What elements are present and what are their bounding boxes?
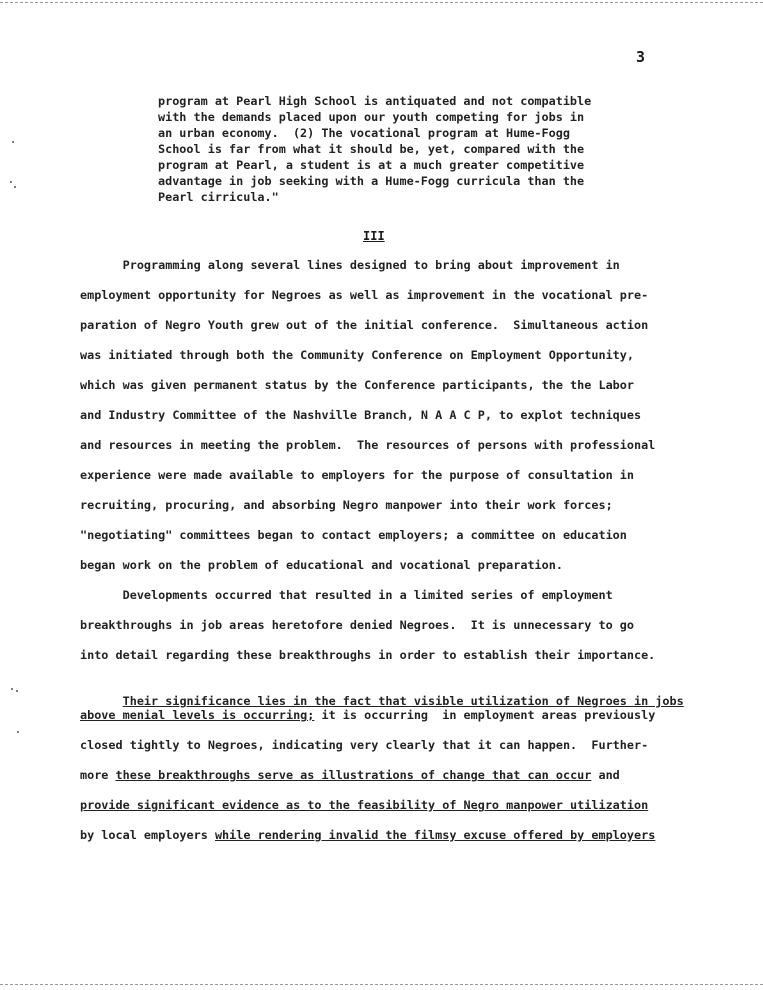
paragraph-line: into detail regarding these breakthroughs in order to establish their importance. [80, 648, 656, 662]
scan-speck [16, 690, 18, 692]
paragraph-line: "negotiating" committees began to contact employers; a committee on education [80, 528, 627, 542]
bottom-scan-border [0, 984, 763, 985]
scan-speck [10, 181, 12, 183]
quote-line: advantage in job seeking with a Hume-Fogg curricula than the [158, 174, 585, 188]
paragraph-line [80, 677, 720, 707]
paragraph-line: employment opportunity for Negroes as well as improvement in the vocational pre- [80, 288, 649, 302]
paragraph-line: recruiting, procuring, and absorbing Negro manpower into their work forces; [80, 498, 613, 512]
quote-line: program at Pearl, a student is at a much greater competitive [158, 158, 585, 172]
plain-text: it is occurring in employment areas previously [314, 708, 656, 722]
body-text [80, 257, 720, 857]
scan-speck [11, 688, 13, 690]
section-heading: III [363, 229, 385, 243]
paragraph-line: closed tightly to Negroes, indicating very clearly that it can happen. Further- [80, 738, 649, 752]
paragraph-line: experience were made available to employers for the purpose of consultation in [80, 468, 634, 482]
underlined-text: Their significance lies in the fact that visible utilization of Negroes in jobs [122, 694, 684, 708]
paragraph-line: and resources in meeting the problem. The resources of persons with professional [80, 438, 656, 452]
underlined-text: provide significant evidence as to the feasibility of Negro manpower utilization [80, 798, 649, 812]
scan-speck [17, 731, 19, 733]
block-quote [158, 93, 628, 205]
paragraph-line: breakthroughs in job areas heretofore denied Negroes. It is unnecessary to go [80, 618, 634, 632]
top-scan-border [0, 2, 763, 3]
plain-text: more [80, 768, 116, 782]
plain-text: and [591, 768, 620, 782]
scan-speck [12, 141, 14, 143]
paragraph-line [80, 797, 720, 827]
paragraph-line: Programming along several lines designed to bring about improvement in [80, 258, 620, 272]
paragraph-line [80, 707, 720, 737]
quote-line: Pearl cirricula." [158, 190, 279, 204]
paragraph-line: was initiated through both the Community Conference on Employment Opportunity, [80, 348, 634, 362]
paragraph-line [80, 827, 720, 857]
scan-speck [14, 186, 16, 188]
paragraph-line: and Industry Committee of the Nashville Branch, N A A C P, to explot techniques [80, 408, 642, 422]
underlined-text: these breakthroughs serve as illustrations of change that can occur [115, 768, 592, 782]
paragraph-line: paration of Negro Youth grew out of the initial conference. Simultaneous action [80, 318, 649, 332]
page-number: 3 [636, 48, 646, 66]
quote-line: an urban economy. (2) The vocational program at Hume-Fogg [158, 126, 570, 140]
paragraph-line [80, 767, 720, 797]
paragraph-line: Developments occurred that resulted in a limited series of employment [80, 588, 613, 602]
underlined-text: above menial levels is occurring; [80, 708, 315, 722]
paragraph-line: which was given permanent status by the Conference participants, the the Labor [80, 378, 634, 392]
quote-line: with the demands placed upon our youth competing for jobs in [158, 110, 585, 124]
paragraph-line: began work on the problem of educational and vocational preparation. [80, 558, 563, 572]
plain-text: by local employers [80, 828, 215, 842]
underlined-text: while rendering invalid the filmsy excuse offered by employers [214, 828, 656, 842]
quote-line: School is far from what it should be, yet, compared with the [158, 142, 585, 156]
quote-line: program at Pearl High School is antiquated and not compatible [158, 94, 592, 108]
